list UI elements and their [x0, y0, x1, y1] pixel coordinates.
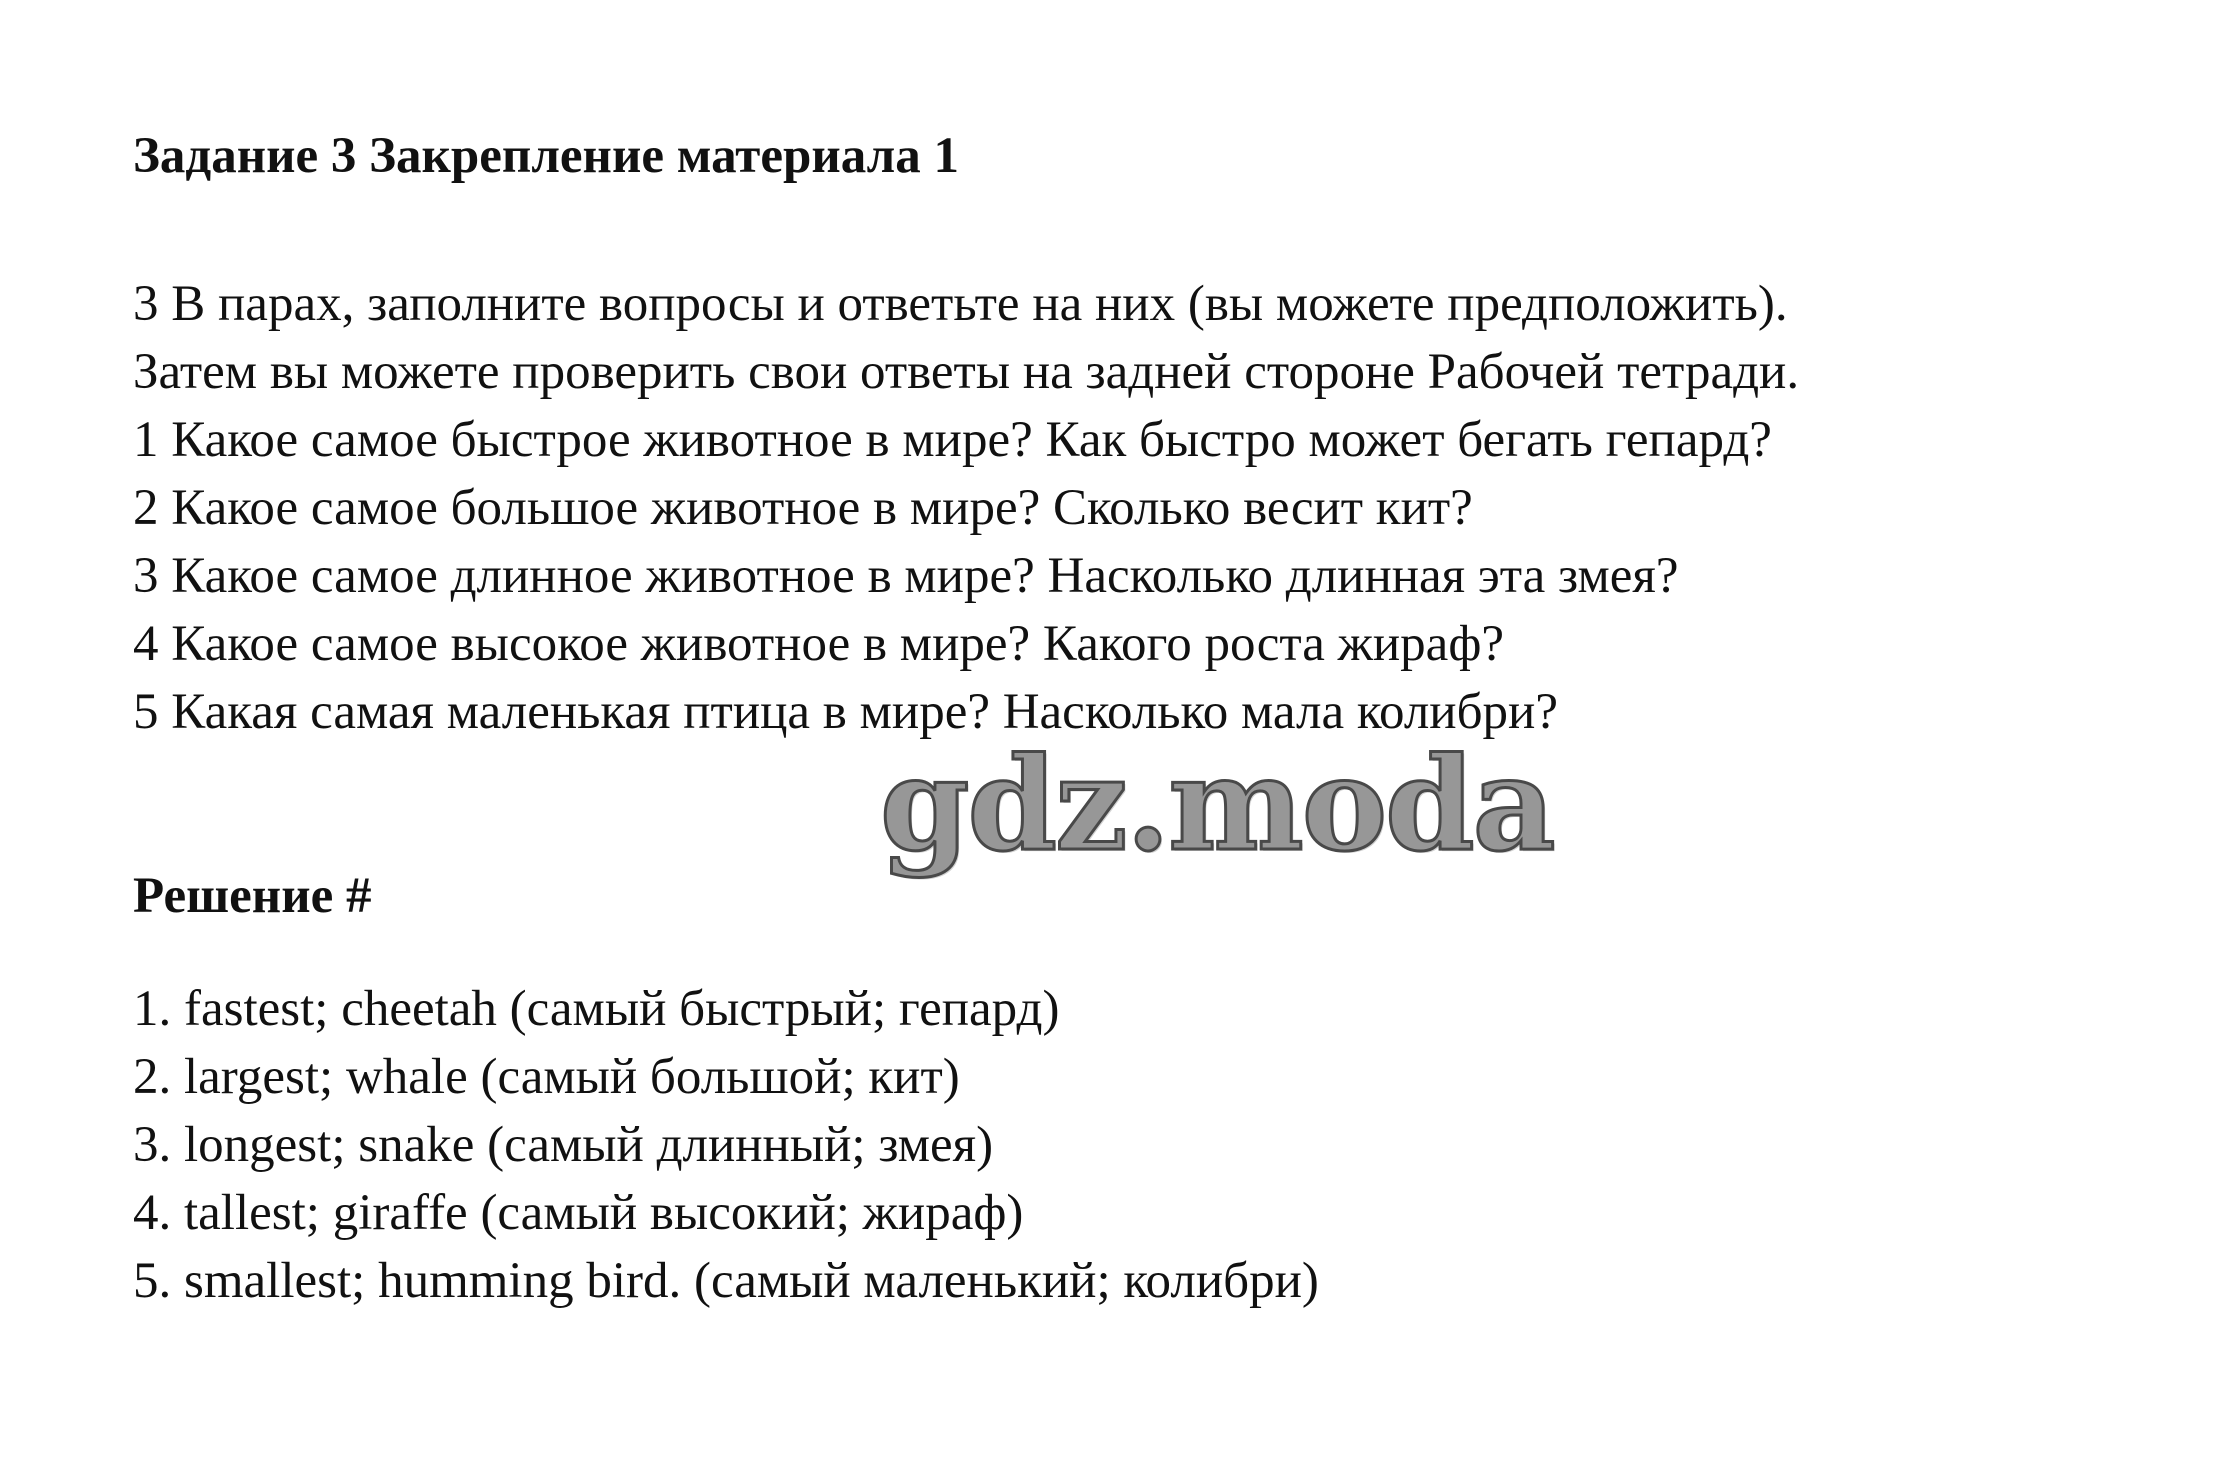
task-question-2: 2 Какое самое большое животное в мире? Сколько весит кит?: [133, 480, 1473, 536]
task-instruction-line-1: 3 В парах, заполните вопросы и ответьте на них (вы можете предположить).: [133, 276, 1788, 332]
solution-text: [133, 975, 1319, 1315]
task-question-5: 5 Какая самая маленькая птица в мире? Насколько мала колибри?: [133, 684, 1558, 740]
solution-answer-5: 5. smallest; humming bird. (самый маленький; колибри): [133, 1253, 1319, 1309]
task-question-4: 4 Какое самое высокое животное в мире? Какого роста жираф?: [133, 616, 1504, 672]
task-text: [133, 270, 1799, 746]
solution-answer-1: 1. fastest; cheetah (самый быстрый; гепард): [133, 981, 1060, 1037]
task-instruction-line-2: Затем вы можете проверить свои ответы на задней стороне Рабочей тетради.: [133, 344, 1800, 400]
solution-answer-3: 3. longest; snake (самый длинный; змея): [133, 1117, 994, 1173]
task-question-1: 1 Какое самое быстрое животное в мире? Как быстро может бегать гепард?: [133, 412, 1772, 468]
solution-answer-2: 2. largest; whale (самый большой; кит): [133, 1049, 960, 1105]
task-question-3: 3 Какое самое длинное животное в мире? Насколько длинная эта змея?: [133, 548, 1679, 604]
solution-title: Решение #: [133, 868, 372, 924]
solution-answer-4: 4. tallest; giraffe (самый высокий; жираф): [133, 1185, 1024, 1241]
watermark-logo: gdz.moda: [880, 730, 1554, 880]
task-title: Задание 3 Закрепление материала 1: [133, 128, 960, 184]
